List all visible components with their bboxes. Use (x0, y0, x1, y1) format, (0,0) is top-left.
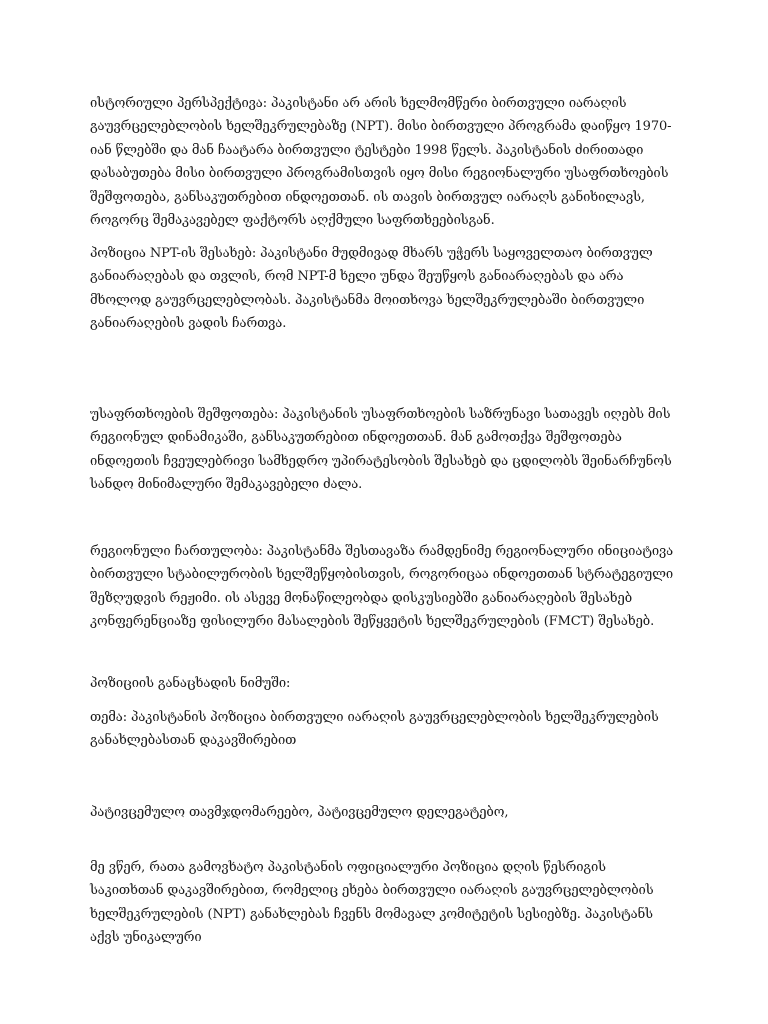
paragraph-regional-engagement: რეგიონული ჩართულობა: პაკისტანმა შესთავაზა რამდენიმე რეგიონალური ინიციატივა ბირთვული სტაბილურობის ხელშეწყობისთვის, როგორიცაა ინდოეთთან სტრატეგიული შეზღუდვის რეჟიმი. ის ასევე მონაწილეობდა დისკუსიებში განიარაღების შესახებ კონფერენციაზე ფისილური მასალების შეწყვეტის ხელშეკრულების (FMCT) შესახებ. (90, 544, 674, 630)
paragraph-subject-line: თემა: პაკისტანის პოზიცია ბირთვული იარაღის გაუვრცელებლობის ხელშეკრულების განახლებასთან დაკავშირებით (90, 710, 659, 749)
paragraph-security-concerns: უსაფრთხოების შეშფოთება: პაკისტანის უსაფრთხოების საზრუნავი სათავეს იღებს მის რეგიონულ დინამიკაში, განსაკუთრებით ინდოეთთან. მან გამოთქვა შეშფოთება ინდოეთის ჩვეულებრივი სამხედრო უპირატესობის შესახებ და ცდილობს შეინარჩუნოს სანდო მინიმალური შემაკავებელი ძალა. (90, 407, 672, 493)
paragraph-historical-perspective: ისტორიული პერსპექტივა: პაკისტანი არ არის ხელმომწერი ბირთვული იარაღის გაუვრცელებლობის ხელშეკრულებაზე (NPT). მისი ბირთვული პროგრამა დაიწყო 1970-იან წლებში და მან ჩაატარა ბირთვული ტესტები 1998 წელს. პაკისტანის ძირითადი დასაბუთება მისი ბირთვული პროგრამისთვის იყო მისი რეგიონალური უსაფრთხოების შეშფოთება, განსაკუთრებით ინდოეთთან. ის თავის ბირთვულ იარაღს განიხილავს, როგორც შემაკავებელ ფაქტორს აღქმული საფრთხეებისგან. (90, 96, 672, 229)
paragraph-sample-heading: პოზიციის განაცხადის ნიმუში: (90, 676, 291, 691)
paragraph-letter-body: მე ვწერ, რათა გამოვხატო პაკისტანის ოფიციალური პოზიცია დღის წესრიგის საკითხთან დაკავშირებით, რომელიც ეხება ბირთვული იარაღის გაუვრცელებლობის ხელშეკრულების (NPT) განახლებას ჩვენს მომავალ კომიტეტის სესიებზე. პაკისტანს აქვს უნიკალური (90, 860, 654, 946)
paragraph-npt-position: პოზიცია NPT-ის შესახებ: პაკისტანი მუდმივად მხარს უჭერს საყოველთაო ბირთვულ განიარაღებას და თვლის, რომ NPT-მ ხელი უნდა შეუწყოს განიარაღებას და არა მხოლოდ გაუვრცელებლობას. პაკისტანმა მოითხოვა ხელშეკრულებაში ბირთვული განიარაღების ვადის ჩართვა. (90, 246, 653, 332)
paragraph-salutation: პატივცემულო თავმჯდომარეებო, პატივცემულო დელეგატებო, (90, 805, 509, 820)
